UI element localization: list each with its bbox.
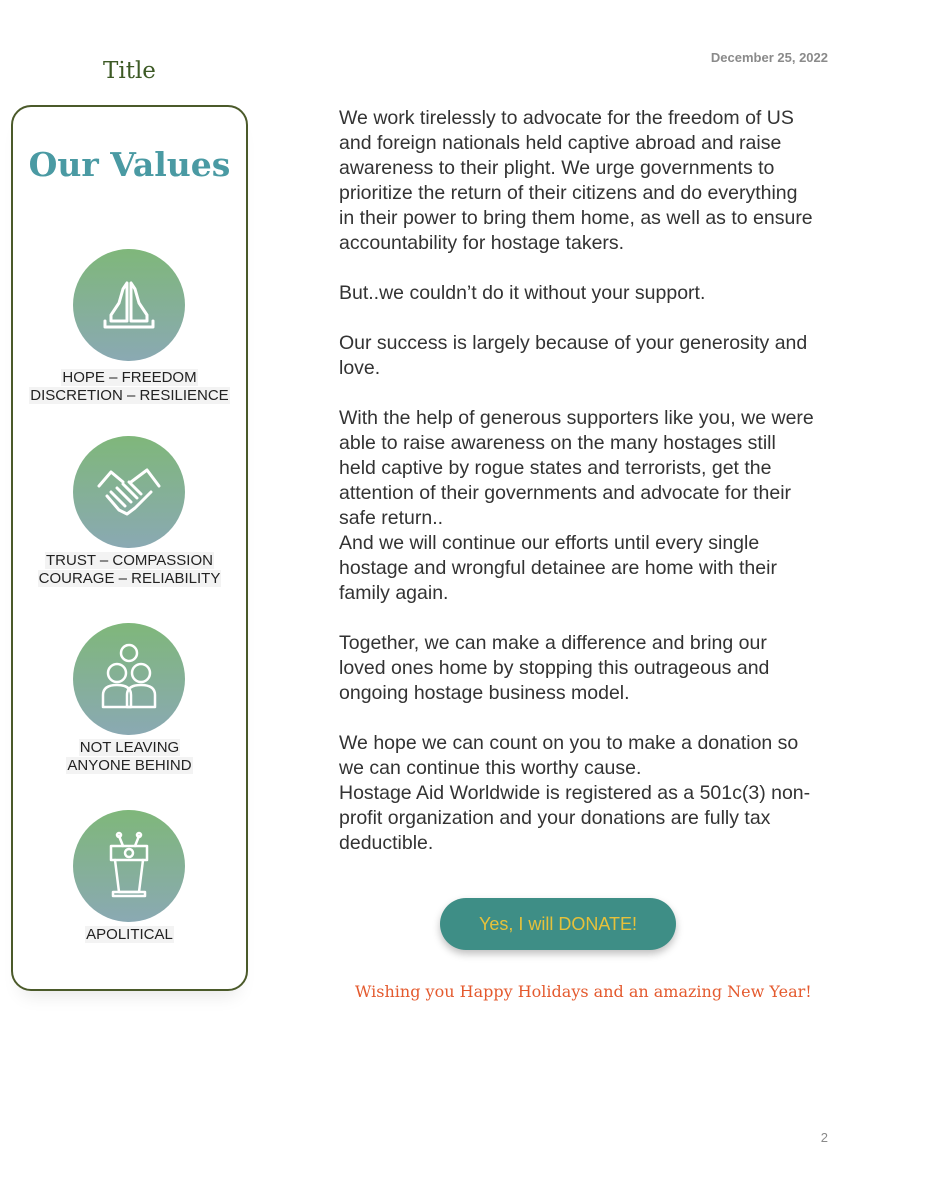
page-number: 2: [820, 1130, 828, 1145]
value-label-hope: HOPE – FREEDOM DISCRETION – RESILIENCE: [30, 369, 229, 404]
paragraph-donation: We hope we can count on you to make a donation so we can continue this worthy cause. Hostage Aid Worldwide is registered as a 501c(3) non-profit organization and your donations are fully tax deductible.: [339, 732, 811, 854]
values-card: [11, 105, 248, 991]
paragraph-support: But..we couldn’t do it without your support.: [339, 282, 706, 304]
donate-button[interactable]: Yes, I will DONATE!: [440, 898, 676, 950]
podium-icon: [73, 810, 185, 922]
value-label-not-leaving: NOT LEAVING ANYONE BEHIND: [67, 739, 192, 774]
side-title: Title: [103, 58, 156, 84]
paragraph-awareness: With the help of generous supporters like you, we were able to raise awareness on the many hostages still held captive by rogue states and terrorists, get the attention of their governments and advocate for their safe return.. And we will continue our efforts until every single hostage and wrongful detainee are home with their family again.: [339, 407, 814, 604]
document-date: December 25, 2022: [710, 50, 828, 65]
paragraph-together: Together, we can make a difference and bring our loved ones home by stopping this outrageous and ongoing hostage business model.: [339, 632, 770, 704]
praying-hands-icon: [73, 249, 185, 361]
value-label-trust: TRUST – COMPASSION COURAGE – RELIABILITY: [38, 552, 221, 587]
paragraph-success: Our success is largely because of your generosity and love.: [339, 332, 808, 379]
handshake-icon: [73, 436, 185, 548]
values-heading: Our Values: [28, 145, 231, 184]
value-label-apolitical: APOLITICAL: [86, 926, 173, 943]
letter-body: [339, 106, 817, 881]
group-icon: [73, 623, 185, 735]
holiday-wishes: Wishing you Happy Holidays and an amazing New Year!: [355, 982, 812, 1001]
paragraph-mission: We work tirelessly to advocate for the freedom of US and foreign nationals held captive abroad and raise awareness to their plight. We urge governments to prioritize the return of their citizens and do everything in their power to bring them home, as well as to ensure accountability for hostage takers.: [339, 107, 813, 254]
